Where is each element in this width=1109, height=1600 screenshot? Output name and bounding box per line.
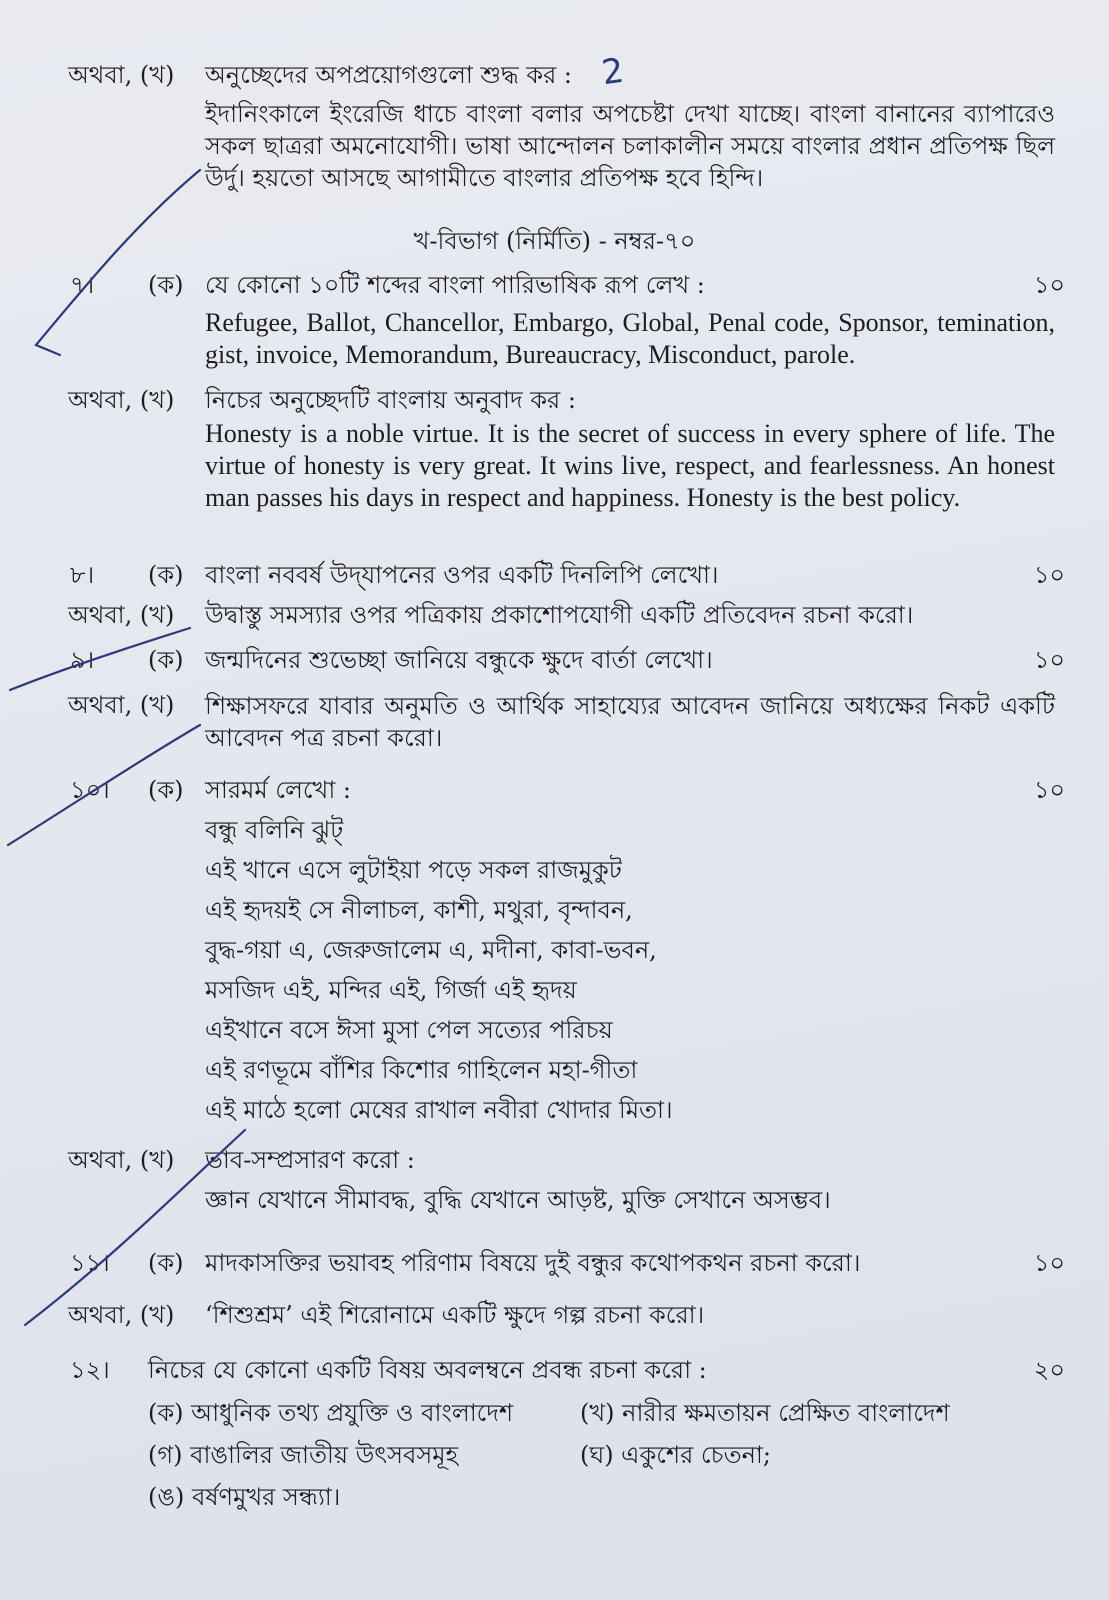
q10-number: ১০। <box>70 776 110 804</box>
poem-line: এই হৃদয়ই সে নীলাচল, কাশী, মথুরা, বৃন্দাবন, <box>205 896 633 924</box>
q11-number: ১১। <box>70 1249 110 1277</box>
q11-marks: ১০ <box>1033 1249 1065 1277</box>
q12-text: নিচের যে কোনো একটি বিষয় অবলম্বনে প্রবন্ধ রচনা করো : <box>148 1356 707 1384</box>
q8a-text: বাংলা নববর্ষ উদ্‌যাপনের ওপর একটি দিনলিপি লেখো। <box>205 561 719 589</box>
q10a-label: (ক) <box>148 776 184 804</box>
q12-option: (ঘ) একুশের চেতনা; <box>580 1441 771 1469</box>
q7b-label: অথবা, (খ) <box>68 386 175 414</box>
q12-number: ১২। <box>70 1356 110 1384</box>
q12-marks: ২০ <box>1033 1356 1065 1384</box>
q12-option: (গ) বাঙালির জাতীয় উৎসবসমূহ <box>148 1441 459 1469</box>
q12-option: (ঙ) বর্ষণমুখর সন্ধ্যা। <box>148 1483 341 1511</box>
handwritten-mark: 2 <box>599 50 627 94</box>
q6b-paragraph: ইদানিংকালে ইংরেজি ধাচে বাংলা বলার অপচেষ্টা দেখা যাচ্ছে। বাংলা বানানের ব্যাপারেও সকল ছাত্ররা অমনোযোগী। ভাষা আন্দোলন চলাকালীন সময়ে বাংলার প্রধান প্রতিপক্ষ ছিল উর্দু। হয়তো আসছে আগামীতে বাংলার প্রতিপক্ষ হবে হিন্দি। <box>205 100 1055 192</box>
poem-line: বুদ্ধ-গয়া এ, জেরুজালেম এ, মদীনা, কাবা-ভবন, <box>205 936 657 964</box>
poem-line: বন্ধু বলিনি ঝুট্ <box>205 816 344 844</box>
q8b-label: অথবা, (খ) <box>68 601 175 629</box>
q12-option: (ক) আধুনিক তথ্য প্রযুক্তি ও বাংলাদেশ <box>148 1399 514 1427</box>
q7a-text: যে কোনো ১০টি শব্দের বাংলা পারিভাষিক রূপ লেখ : <box>205 271 705 299</box>
q12-option: (খ) নারীর ক্ষমতায়ন প্রেক্ষিত বাংলাদেশ <box>580 1399 950 1427</box>
pen-stroke <box>36 170 200 355</box>
q10-marks: ১০ <box>1033 776 1065 804</box>
q6b-label: অথবা, (খ) <box>68 61 175 89</box>
pen-stroke <box>10 628 190 690</box>
q11a-text: মাদকাসক্তির ভয়াবহ পরিণাম বিষয়ে দুই বন্ধুর কথোপকথন রচনা করো। <box>205 1249 861 1277</box>
poem-line: এই রণভূমে বাঁশির কিশোর গাহিলেন মহা-গীতা <box>205 1056 638 1084</box>
q8-marks: ১০ <box>1033 561 1065 589</box>
q8a-label: (ক) <box>148 561 184 589</box>
q7a-word-list: Refugee, Ballot, Chancellor, Embargo, Global, Penal code, Sponsor, temination, gist, invoice, Memorandum, Bureaucracy, Misconduct, parole. <box>205 308 1055 369</box>
q7-number: ৭। <box>70 271 95 299</box>
q8-number: ৮। <box>70 561 95 589</box>
q10a-text: সারমর্ম লেখো : <box>205 776 351 804</box>
q11b-text: ‘শিশুশ্রম’ এই শিরোনামে একটি ক্ষুদে গল্প রচনা করো। <box>205 1301 705 1329</box>
q10b-quote: জ্ঞান যেখানে সীমাবদ্ধ, বুদ্ধি যেখানে আড়ষ্ট, মুক্তি সেখানে অসম্ভব। <box>205 1186 831 1214</box>
q9b-label: অথবা, (খ) <box>68 691 175 719</box>
poem-line: এই খানে এসে লুটাইয়া পড়ে সকল রাজমুকুট <box>205 856 622 884</box>
q7b-passage: Honesty is a noble virtue. It is the secret of success in every sphere of life. The virtue of honesty is very great. It wins live, respect, and fearlessness. An honest man passes his days in respect and happiness. Honesty is the best policy. <box>205 419 1055 512</box>
q10b-text: ভাব-সম্প্রসারণ করো : <box>205 1146 415 1174</box>
q6b-instruction: অনুচ্ছেদের অপপ্রয়োগগুলো শুদ্ধ কর : <box>205 61 573 89</box>
q9b-text: শিক্ষাসফরে যাবার অনুমতি ও আর্থিক সাহায্যের আবেদন জানিয়ে অধ্যক্ষের নিকট একটি আবেদন পত্র রচনা করো। <box>205 692 1055 752</box>
q9a-label: (ক) <box>148 646 184 674</box>
poem-line: এই মাঠে হলো মেষের রাখাল নবীরা খোদার মিতা। <box>205 1096 673 1124</box>
pen-stroke <box>8 725 200 845</box>
section-heading: খ-বিভাগ (নির্মিতি) - নম্বর-৭০ <box>413 227 696 255</box>
q10b-label: অথবা, (খ) <box>68 1146 175 1174</box>
q11a-label: (ক) <box>148 1249 184 1277</box>
q9a-text: জন্মদিনের শুভেচ্ছা জানিয়ে বন্ধুকে ক্ষুদে বার্তা লেখো। <box>205 646 713 674</box>
poem-line: মসজিদ এই, মন্দির এই, গির্জা এই হৃদয় <box>205 976 577 1004</box>
q8b-text: উদ্বাস্তু সমস্যার ওপর পত্রিকায় প্রকাশোপযোগী একটি প্রতিবেদন রচনা করো। <box>205 601 914 629</box>
q9-marks: ১০ <box>1033 646 1065 674</box>
q9-number: ৯। <box>70 646 95 674</box>
q11b-label: অথবা, (খ) <box>68 1301 175 1329</box>
q7a-label: (ক) <box>148 271 184 299</box>
q7b-text: নিচের অনুচ্ছেদটি বাংলায় অনুবাদ কর : <box>205 386 576 414</box>
poem-line: এইখানে বসে ঈসা মুসা পেল সত্যের পরিচয় <box>205 1016 613 1044</box>
pen-stroke <box>25 1130 245 1325</box>
q7a-marks: ১০ <box>1033 271 1065 299</box>
